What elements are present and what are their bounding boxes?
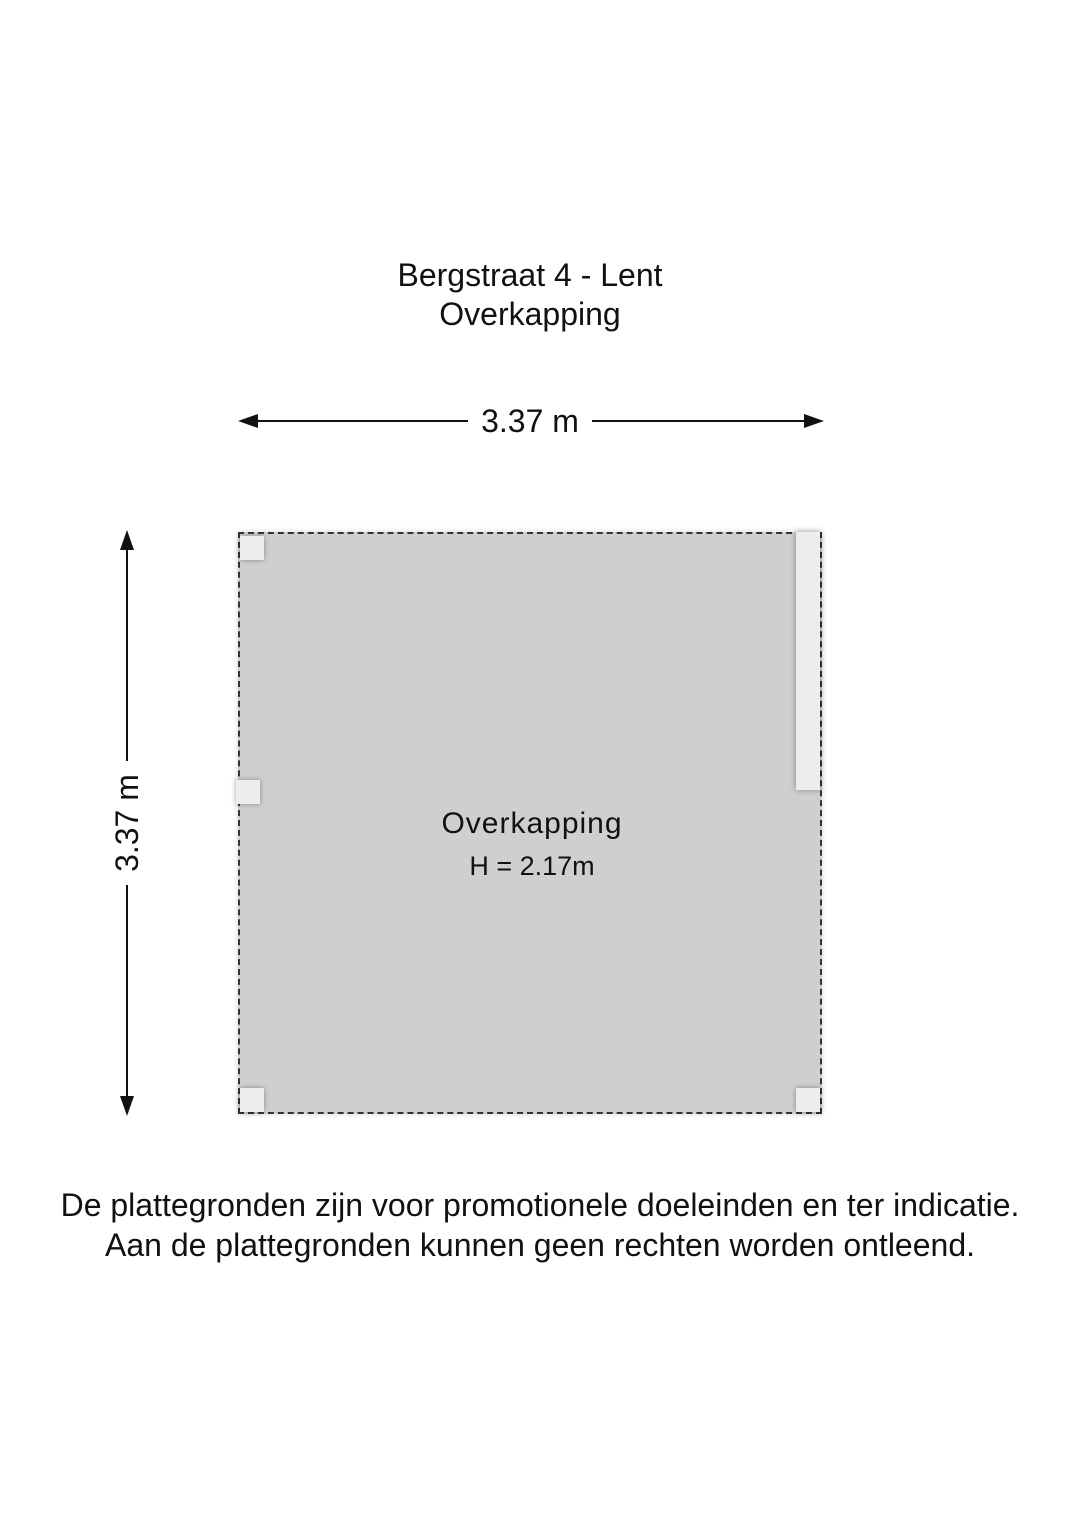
depth-dimension [108,530,146,1116]
arrow-up-icon [120,530,134,550]
depth-dimension-line-bottom [126,872,128,1100]
post-bottom-left [240,1088,264,1112]
plan-title: Bergstraat 4 - Lent [397,257,663,293]
post-bottom-right [796,1088,820,1112]
arrow-down-icon [120,1096,134,1116]
room-height-label: H = 2.17m [469,851,595,881]
plan-subtitle: Overkapping [439,296,621,332]
arrow-right-icon [804,414,824,428]
wall-segment-right [796,532,820,790]
width-dimension-line-right [590,420,812,422]
room-label: Overkapping [441,807,623,840]
post-middle-left [236,780,260,804]
disclaimer-line-1: De plattegronden zijn voor promotionele doeleinden en ter indicatie. [60,1187,1020,1223]
arrow-left-icon [238,414,258,428]
disclaimer-line-2: Aan de plattegronden kunnen geen rechten worden ontleend. [104,1227,975,1263]
width-dimension [238,402,824,440]
post-top-left [240,536,264,560]
depth-dimension-line-top [126,546,128,782]
width-dimension-label: 3.37 m [468,402,592,440]
depth-dimension-label: 3.37 m [108,761,146,885]
